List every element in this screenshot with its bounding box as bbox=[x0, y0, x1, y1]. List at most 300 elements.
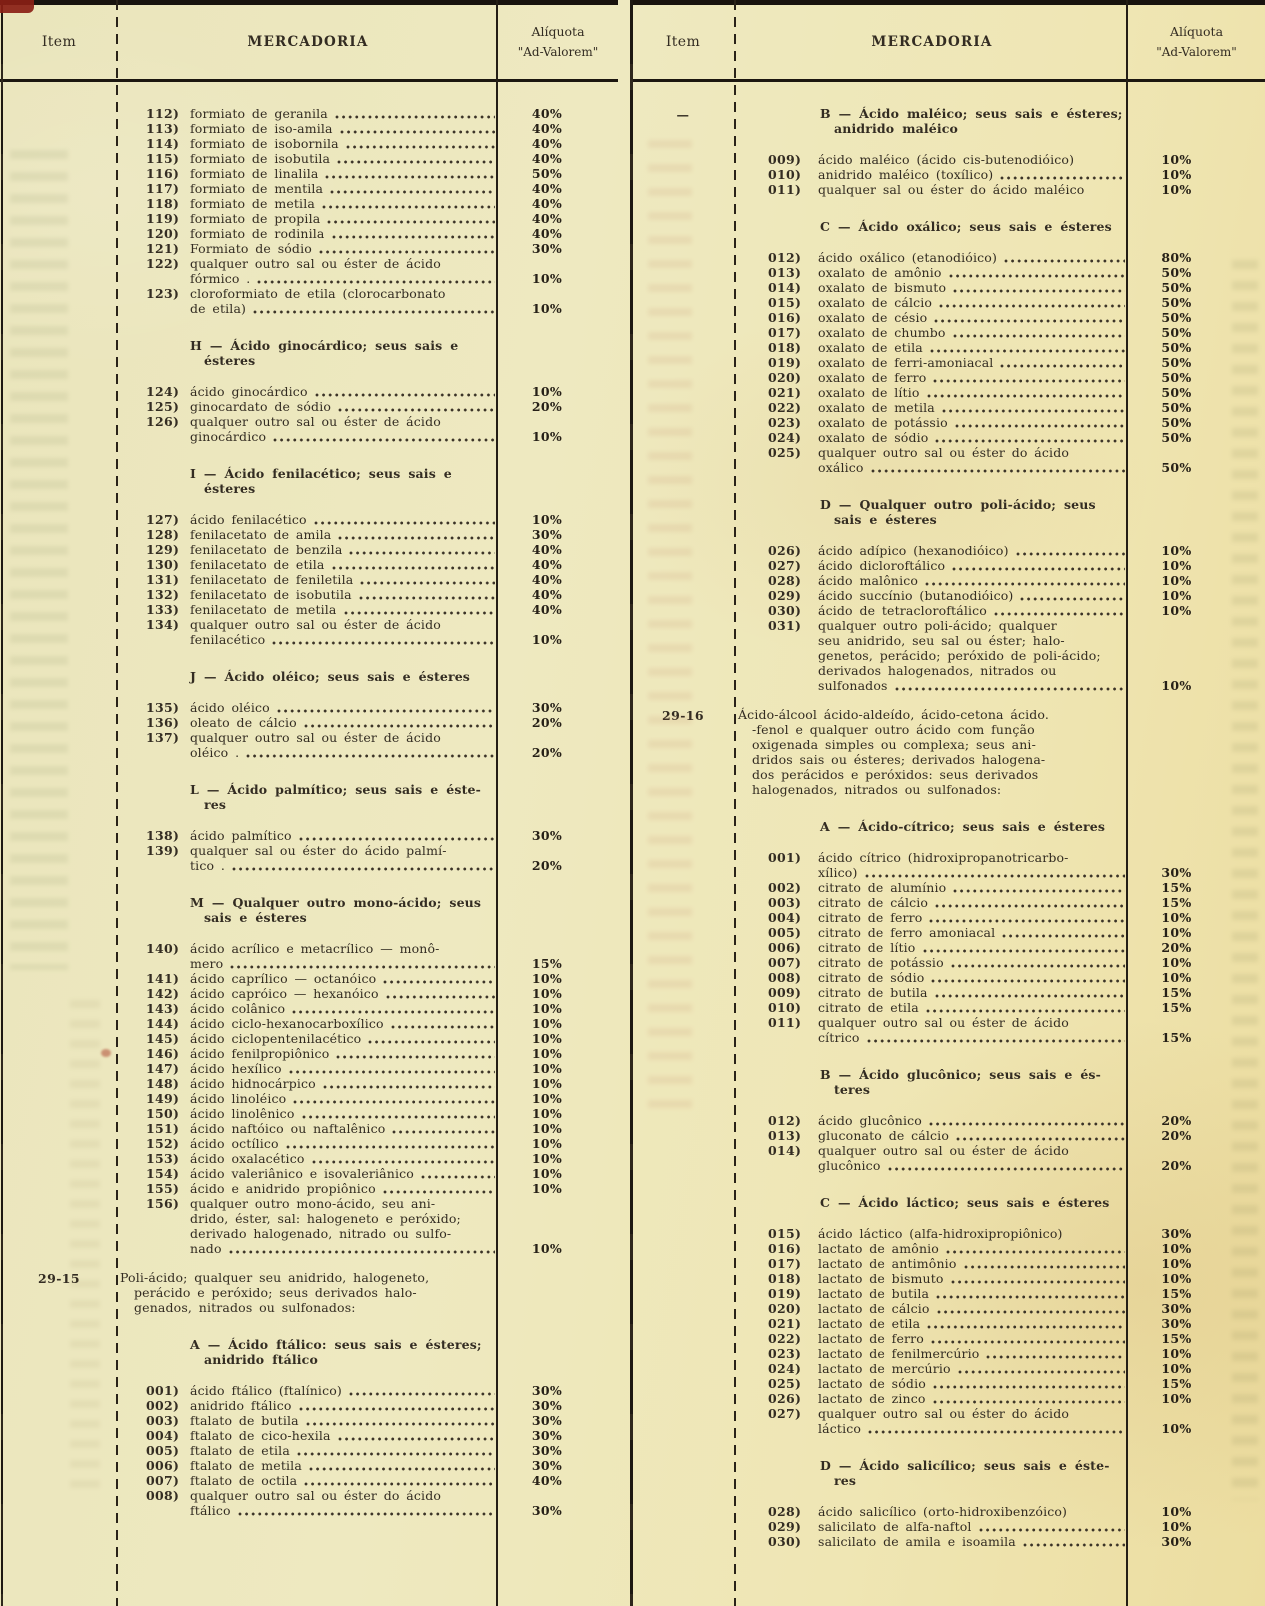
tariff-row bbox=[118, 1046, 618, 1061]
row-text-line bbox=[190, 587, 498, 602]
row-number: 016) bbox=[768, 310, 802, 325]
row-number: 025) bbox=[768, 445, 802, 460]
row-number: 008) bbox=[146, 1488, 180, 1503]
row-text bbox=[818, 588, 1128, 603]
row-text-content: mero bbox=[190, 956, 224, 971]
item-description-line: genados, nitrados ou sulfonados: bbox=[134, 1300, 356, 1315]
tariff-row bbox=[736, 1391, 1265, 1406]
aliquota-value: 10% bbox=[531, 1016, 563, 1031]
row-text bbox=[818, 1241, 1128, 1256]
aliquota-value: 40% bbox=[531, 211, 563, 226]
aliquota-value: 10% bbox=[531, 1151, 563, 1166]
dot-leader bbox=[336, 1050, 495, 1061]
row-text-content: ácido valeriânico e isovaleriânico bbox=[190, 1166, 414, 1181]
row-text-line bbox=[190, 429, 498, 444]
tariff-row bbox=[118, 1458, 618, 1473]
row-text-line bbox=[190, 715, 498, 730]
dot-leader bbox=[299, 1402, 495, 1413]
row-text-line bbox=[818, 1286, 1128, 1301]
row-text-line bbox=[190, 1211, 498, 1226]
col-header-aliquota bbox=[1128, 22, 1265, 62]
section-heading bbox=[0, 466, 618, 496]
row-text bbox=[190, 1413, 498, 1428]
dot-leader bbox=[230, 960, 495, 971]
row-number: 030) bbox=[768, 603, 802, 618]
row-text-line bbox=[818, 663, 1128, 678]
row-number: 123) bbox=[146, 286, 180, 301]
row-number: 145) bbox=[146, 1031, 180, 1046]
row-number: 112) bbox=[146, 106, 180, 121]
mercadoria-cell bbox=[118, 466, 618, 496]
aliquota-value: 10% bbox=[1161, 543, 1192, 558]
section-heading bbox=[630, 819, 1265, 834]
row-text bbox=[818, 325, 1128, 340]
aliquota-value: 10% bbox=[1161, 1271, 1192, 1286]
row-text bbox=[818, 895, 1128, 910]
row-text-content: formiato de rodinila bbox=[190, 226, 325, 241]
row-number: 011) bbox=[768, 182, 802, 197]
dot-leader bbox=[930, 344, 1125, 355]
row-number: 005) bbox=[768, 925, 802, 940]
tariff-row bbox=[736, 310, 1265, 325]
row-text bbox=[818, 152, 1128, 167]
tariff-table-right bbox=[630, 0, 1265, 1606]
row-text-line bbox=[190, 1196, 498, 1211]
row-text-line bbox=[190, 414, 498, 429]
aliquota-value: 50% bbox=[1161, 310, 1192, 325]
row-text-line bbox=[190, 121, 498, 136]
row-text bbox=[818, 573, 1128, 588]
tariff-row bbox=[736, 1226, 1265, 1241]
row-number: 003) bbox=[146, 1413, 180, 1428]
row-number: 114) bbox=[146, 136, 180, 151]
row-text-line bbox=[190, 226, 498, 241]
row-number: 007) bbox=[146, 1473, 180, 1488]
row-text-line bbox=[818, 1241, 1128, 1256]
dot-leader bbox=[933, 374, 1125, 385]
dot-leader bbox=[246, 749, 495, 760]
tariff-row bbox=[118, 286, 618, 316]
row-text-content: oxálico bbox=[818, 460, 864, 475]
row-text-content: ácido e anidrido propiônico bbox=[190, 1181, 376, 1196]
row-text-content: ácido octílico bbox=[190, 1136, 279, 1151]
row-text bbox=[190, 843, 498, 873]
tariff-row bbox=[736, 280, 1265, 295]
tariff-row bbox=[736, 325, 1265, 340]
tariff-row bbox=[736, 1000, 1265, 1015]
row-text-content: derivados halogenados, nitrados ou bbox=[818, 663, 1057, 678]
row-number: 115) bbox=[146, 151, 180, 166]
row-text-content: ácido hexílico bbox=[190, 1061, 282, 1076]
row-group bbox=[0, 106, 618, 316]
tariff-row bbox=[736, 265, 1265, 280]
row-text-content: ácido maléico (ácido cis-butenodióico) bbox=[818, 152, 1075, 167]
row-text bbox=[190, 1488, 498, 1518]
dot-leader bbox=[335, 110, 495, 121]
row-text-line bbox=[818, 1406, 1128, 1421]
section-heading-line: D — Qualquer outro poli-ácido; seus bbox=[820, 497, 1096, 512]
row-number: 013) bbox=[768, 265, 802, 280]
row-number: 030) bbox=[768, 1534, 802, 1549]
dot-leader bbox=[312, 1155, 495, 1166]
row-text-line bbox=[818, 1015, 1128, 1030]
mercadoria-cell bbox=[118, 1337, 618, 1367]
dot-leader bbox=[330, 185, 495, 196]
dot-leader bbox=[340, 125, 495, 136]
dot-leader bbox=[319, 245, 495, 256]
dot-leader bbox=[955, 419, 1125, 430]
aliquota-value: 10% bbox=[1161, 588, 1192, 603]
aliquota-value: 10% bbox=[531, 429, 563, 444]
item-number-cell bbox=[630, 1113, 736, 1173]
row-number: 027) bbox=[768, 1406, 802, 1421]
row-text-content: formiato de linalila bbox=[190, 166, 319, 181]
row-text-content: formiato de mentila bbox=[190, 181, 324, 196]
row-text bbox=[190, 1061, 498, 1076]
row-text-content: ácido láctico (alfa-hidroxipropiônico) bbox=[818, 1226, 1063, 1241]
table-header-right bbox=[630, 0, 1265, 82]
section-heading-line: anidrido ftálico bbox=[204, 1352, 318, 1367]
section-heading-line: H — Ácido ginocárdico; seus sais e bbox=[190, 338, 459, 353]
dot-leader bbox=[309, 1462, 495, 1473]
aliquota-value: 10% bbox=[1161, 1346, 1192, 1361]
row-text bbox=[818, 1143, 1128, 1173]
row-text-content: citrato de lítio bbox=[818, 940, 916, 955]
mercadoria-cell bbox=[118, 782, 618, 812]
row-text-content: fenilacético bbox=[190, 632, 266, 647]
row-text-line bbox=[190, 1151, 498, 1166]
row-text-line bbox=[818, 1331, 1128, 1346]
row-text-line bbox=[818, 1301, 1128, 1316]
row-text-content: qualquer outro poli-ácido; qualquer bbox=[818, 618, 1057, 633]
row-text-content: oxalato de lítio bbox=[818, 385, 920, 400]
row-text-content: ftalato de butila bbox=[190, 1413, 299, 1428]
tariff-row bbox=[736, 573, 1265, 588]
table-body-left bbox=[0, 82, 618, 1518]
aliquota-value: 50% bbox=[1161, 325, 1192, 340]
row-text-content: oxalato de potássio bbox=[818, 415, 948, 430]
row-text-content: ácido linoléico bbox=[190, 1091, 287, 1106]
tariff-row bbox=[118, 1181, 618, 1196]
row-number: 121) bbox=[146, 241, 180, 256]
mercadoria-cell bbox=[736, 543, 1265, 693]
dot-leader bbox=[349, 546, 495, 557]
aliquota-value: 10% bbox=[1161, 678, 1192, 693]
dot-leader bbox=[956, 1132, 1125, 1143]
tariff-row bbox=[118, 730, 618, 760]
aliquota-value: 20% bbox=[531, 715, 563, 730]
col-header-item: Item bbox=[665, 34, 701, 50]
aliquota-value: 15% bbox=[1161, 880, 1192, 895]
section-heading-line: res bbox=[204, 797, 227, 812]
row-text-line bbox=[818, 1421, 1128, 1436]
row-group bbox=[0, 384, 618, 444]
tariff-row bbox=[118, 399, 618, 414]
row-text-content: qualquer outro sal ou éster de ácido bbox=[190, 730, 441, 745]
dot-leader bbox=[383, 1185, 495, 1196]
item-description-line: -fenol e qualquer outro ácido com função bbox=[752, 722, 1035, 737]
row-number: 020) bbox=[768, 1301, 802, 1316]
item-description-line: Poli-ácido; qualquer seu anidrido, halogeneto, bbox=[120, 1270, 430, 1285]
aliquota-value: 30% bbox=[531, 1428, 563, 1443]
row-text-line bbox=[190, 181, 498, 196]
row-text bbox=[818, 1113, 1128, 1128]
row-text bbox=[190, 1196, 498, 1256]
row-text-content: qualquer outro sal ou éster do ácido bbox=[818, 445, 1070, 460]
col-header-mercadoria: MERCADORIA bbox=[247, 34, 369, 50]
row-text-line bbox=[190, 527, 498, 542]
row-text bbox=[190, 1166, 498, 1181]
aliquota-value: 10% bbox=[1161, 910, 1192, 925]
tariff-row bbox=[118, 843, 618, 873]
aliquota-value: 50% bbox=[1161, 430, 1192, 445]
row-text-line bbox=[190, 1166, 498, 1181]
section-heading bbox=[630, 106, 1265, 136]
tariff-row bbox=[736, 340, 1265, 355]
row-number: 135) bbox=[146, 700, 180, 715]
row-text-content: oxalato de etila bbox=[818, 340, 923, 355]
mercadoria-cell bbox=[736, 219, 1265, 234]
row-number: 015) bbox=[768, 295, 802, 310]
row-text-line bbox=[190, 828, 498, 843]
dot-leader bbox=[935, 434, 1125, 445]
row-number: 014) bbox=[768, 1143, 802, 1158]
row-number: 005) bbox=[146, 1443, 180, 1458]
row-text bbox=[190, 715, 498, 730]
row-text-content: lactato de fenilmercúrio bbox=[818, 1346, 980, 1361]
aliquota-value: 20% bbox=[531, 399, 563, 414]
aliquota-value: 15% bbox=[531, 956, 563, 971]
dot-leader bbox=[868, 1425, 1125, 1436]
row-text-line bbox=[190, 1061, 498, 1076]
row-text-line bbox=[190, 271, 498, 286]
dot-leader bbox=[391, 1020, 495, 1031]
row-text-line bbox=[818, 340, 1128, 355]
row-number: 131) bbox=[146, 572, 180, 587]
row-text-content: ácido linolênico bbox=[190, 1106, 295, 1121]
dot-leader bbox=[277, 704, 495, 715]
row-number: 009) bbox=[768, 152, 802, 167]
item-description-line: dridos sais ou ésteres; derivados halogena- bbox=[752, 752, 1046, 767]
row-text bbox=[190, 1121, 498, 1136]
aliquota-value: 50% bbox=[1161, 385, 1192, 400]
mercadoria-cell bbox=[736, 819, 1265, 834]
section-heading-line: sais e ésteres bbox=[204, 910, 307, 925]
tariff-row bbox=[118, 384, 618, 399]
row-text-content: cloroformiato de etila (clorocarbonato bbox=[190, 286, 446, 301]
aliquota-value: 10% bbox=[1161, 970, 1192, 985]
row-text-line bbox=[190, 196, 498, 211]
row-text bbox=[190, 1458, 498, 1473]
row-text-content: de etila) bbox=[190, 301, 247, 316]
aliquota-value: 20% bbox=[1161, 1158, 1192, 1173]
dot-leader bbox=[929, 1117, 1125, 1128]
dot-leader bbox=[302, 1110, 496, 1121]
mercadoria-cell bbox=[118, 512, 618, 647]
row-number: 008) bbox=[768, 970, 802, 985]
row-text-content: qualquer outro sal ou éster do ácido bbox=[818, 1406, 1070, 1421]
row-text-line bbox=[190, 843, 498, 858]
row-text-content: cítrico bbox=[818, 1030, 860, 1045]
aliquota-value: 10% bbox=[1161, 1361, 1192, 1376]
row-text-content: ácido palmítico bbox=[190, 828, 292, 843]
row-number: 013) bbox=[768, 1128, 802, 1143]
tariff-row bbox=[736, 895, 1265, 910]
row-number: 117) bbox=[146, 181, 180, 196]
aliquota-value: 15% bbox=[1161, 1030, 1192, 1045]
row-text bbox=[818, 370, 1128, 385]
row-text-line bbox=[190, 557, 498, 572]
mercadoria-cell bbox=[736, 250, 1265, 475]
row-text bbox=[818, 430, 1128, 445]
row-text-content: ácido ciclopentenilacético bbox=[190, 1031, 362, 1046]
row-group bbox=[630, 1226, 1265, 1436]
dot-leader bbox=[936, 1290, 1125, 1301]
aliquota-value: 30% bbox=[1161, 1316, 1192, 1331]
tariff-row bbox=[736, 1361, 1265, 1376]
tariff-row bbox=[118, 617, 618, 647]
row-text-line bbox=[818, 460, 1128, 475]
tariff-row bbox=[118, 542, 618, 557]
row-text bbox=[818, 940, 1128, 955]
item-number-cell bbox=[630, 1195, 736, 1210]
aliquota-value: 30% bbox=[1161, 865, 1192, 880]
aliquota-value: 10% bbox=[1161, 152, 1192, 167]
mercadoria-cell bbox=[736, 497, 1265, 527]
row-number: 012) bbox=[768, 1113, 802, 1128]
dot-leader bbox=[289, 1065, 495, 1076]
row-text-content: ácido adípico (hexanodióico) bbox=[818, 543, 1009, 558]
row-text-content: oxalato de metila bbox=[818, 400, 935, 415]
tariff-row bbox=[118, 971, 618, 986]
tariff-row bbox=[118, 414, 618, 444]
row-text-line bbox=[190, 241, 498, 256]
row-text bbox=[190, 151, 498, 166]
tariff-row bbox=[118, 1001, 618, 1016]
row-text-line bbox=[190, 1106, 498, 1121]
row-text-content: ácido dicloroftálico bbox=[818, 558, 946, 573]
aliquota-value: 15% bbox=[1161, 1331, 1192, 1346]
row-text-content: citrato de etila bbox=[818, 1000, 919, 1015]
tariff-row bbox=[118, 256, 618, 286]
tariff-row bbox=[118, 136, 618, 151]
row-text-line bbox=[818, 1158, 1128, 1173]
tariff-row bbox=[118, 602, 618, 617]
row-text-content: lactato de ferro bbox=[818, 1331, 924, 1346]
row-number: 140) bbox=[146, 941, 180, 956]
aliquota-value: 30% bbox=[1161, 1226, 1192, 1241]
row-text bbox=[818, 1391, 1128, 1406]
row-text-content: ácido naftóico ou naftalênico bbox=[190, 1121, 386, 1136]
aliquota-value: 40% bbox=[531, 136, 563, 151]
row-text-content: ácido acrílico e metacrílico — monô- bbox=[190, 941, 440, 956]
dot-leader bbox=[934, 314, 1125, 325]
tariff-row bbox=[736, 1346, 1265, 1361]
item-number-cell bbox=[630, 152, 736, 197]
row-number: 012) bbox=[768, 250, 802, 265]
row-text-content: fórmico . bbox=[190, 271, 251, 286]
aliquota-value: 30% bbox=[531, 1413, 563, 1428]
row-text bbox=[190, 1181, 498, 1196]
aliquota-value: 30% bbox=[531, 700, 563, 715]
dot-leader bbox=[257, 275, 495, 286]
section-heading-line: A — Ácido ftálico: seus sais e ésteres; bbox=[190, 1337, 482, 1352]
aliquota-value: 50% bbox=[531, 166, 563, 181]
row-text-line bbox=[190, 1458, 498, 1473]
aliquota-value: 40% bbox=[531, 181, 563, 196]
item-number-cell bbox=[0, 782, 118, 812]
item-number-cell bbox=[630, 250, 736, 475]
row-number: 113) bbox=[146, 121, 180, 136]
row-text bbox=[818, 1519, 1128, 1534]
tariff-row bbox=[118, 1076, 618, 1091]
aliquota-value: 40% bbox=[531, 587, 563, 602]
row-text-line bbox=[190, 256, 498, 271]
row-text-content: oxalato de amônio bbox=[818, 265, 942, 280]
row-text-content: ginocárdico bbox=[190, 429, 267, 444]
item-number-cell bbox=[0, 338, 118, 368]
row-number: 028) bbox=[768, 1504, 802, 1519]
row-text-content: ácido oxálico (etanodióico) bbox=[818, 250, 997, 265]
dot-leader bbox=[867, 1034, 1125, 1045]
dot-leader bbox=[925, 577, 1125, 588]
row-text bbox=[190, 1473, 498, 1488]
dot-leader bbox=[927, 389, 1125, 400]
row-text-line bbox=[818, 1391, 1128, 1406]
row-text-content: ftálico bbox=[190, 1503, 231, 1518]
dot-leader bbox=[865, 869, 1126, 880]
tariff-row bbox=[736, 1015, 1265, 1045]
row-number: 017) bbox=[768, 1256, 802, 1271]
row-text bbox=[818, 1128, 1128, 1143]
row-text-line bbox=[190, 1383, 498, 1398]
tariff-row bbox=[736, 1113, 1265, 1128]
col-header-mercadoria: MERCADORIA bbox=[871, 34, 993, 50]
row-text-line bbox=[818, 152, 1128, 167]
row-text-line bbox=[818, 415, 1128, 430]
section-heading bbox=[630, 1067, 1265, 1097]
dot-leader bbox=[299, 832, 495, 843]
aliquota-value: 50% bbox=[1161, 400, 1192, 415]
row-number: 128) bbox=[146, 527, 180, 542]
tariff-row bbox=[736, 880, 1265, 895]
row-text-line bbox=[190, 1136, 498, 1151]
dot-leader bbox=[953, 329, 1125, 340]
row-text-line bbox=[190, 286, 498, 301]
aliquota-value: 10% bbox=[531, 986, 563, 1001]
dot-leader bbox=[951, 1275, 1125, 1286]
row-text bbox=[818, 1271, 1128, 1286]
row-text-content: ácido hidnocárpico bbox=[190, 1076, 316, 1091]
row-number: 116) bbox=[146, 166, 180, 181]
row-text bbox=[190, 542, 498, 557]
row-text-line bbox=[818, 558, 1128, 573]
row-text-content: nado bbox=[190, 1241, 222, 1256]
row-text-content: fenilacetato de etila bbox=[190, 557, 325, 572]
tariff-row bbox=[118, 181, 618, 196]
item-description-line: dos perácidos e peróxidos: seus derivados bbox=[752, 767, 1039, 782]
row-number: 126) bbox=[146, 414, 180, 429]
dot-leader bbox=[273, 433, 495, 444]
dot-leader bbox=[338, 531, 495, 542]
row-text bbox=[818, 355, 1128, 370]
aliquota-value: 30% bbox=[1161, 1301, 1192, 1316]
row-text-content: lactato de mercúrio bbox=[818, 1361, 951, 1376]
row-group bbox=[630, 850, 1265, 1045]
row-text-line bbox=[818, 865, 1128, 880]
row-text bbox=[190, 730, 498, 760]
mercadoria-cell bbox=[118, 1383, 618, 1518]
